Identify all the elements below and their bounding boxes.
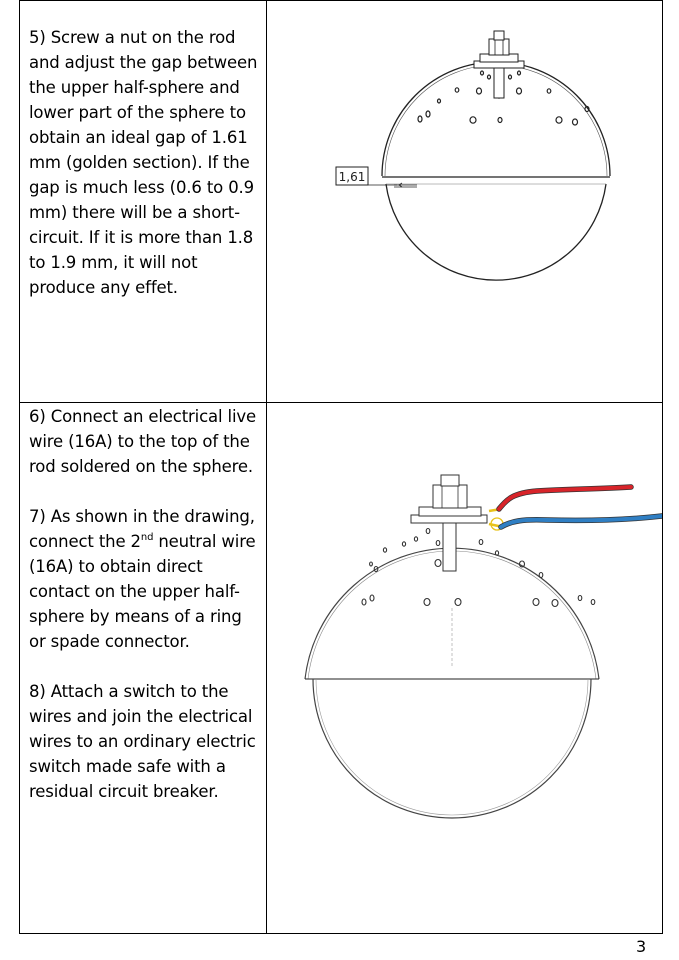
- instruction-table: [19, 0, 663, 934]
- step-7-text-b: neutral wire (16A) to obtain direct contact on the upper half-sphere by means of a ring or spade connector.: [29, 532, 256, 651]
- step-5-text: [29, 25, 261, 300]
- step-7-superscript: nd: [140, 532, 154, 543]
- sphere-wiring-drawing: [267, 403, 662, 933]
- step-5-paragraph: 5) Screw a nut on the rod and adjust the gap between the upper half-sphere and lower part of the sphere to obtain an ideal gap of 1.61 mm (golden section). If the gap is much less (0.6 to 0.9 mm) there will be a short-circuit. If it is more than 1.8 to 1.9 mm, it will not produce any effet.: [29, 28, 258, 297]
- sphere-gap-drawing: [267, 1, 662, 401]
- step-6-paragraph: 6) Connect an electrical live wire (16A) to the top of the rod soldered on the sphere.: [29, 407, 257, 476]
- step-7-text-a: 7) As shown in the drawing, connect the 2: [29, 507, 255, 551]
- steps-6-8-text: [29, 404, 261, 804]
- page-number: 3: [636, 937, 647, 956]
- step-8-paragraph: 8) Attach a switch to the wires and join the electrical wires to an ordinary electric switch made safe with a residual circuit breaker.: [29, 682, 256, 801]
- gap-dimension-label: 1,61: [338, 170, 366, 184]
- step-7-paragraph: [29, 504, 261, 654]
